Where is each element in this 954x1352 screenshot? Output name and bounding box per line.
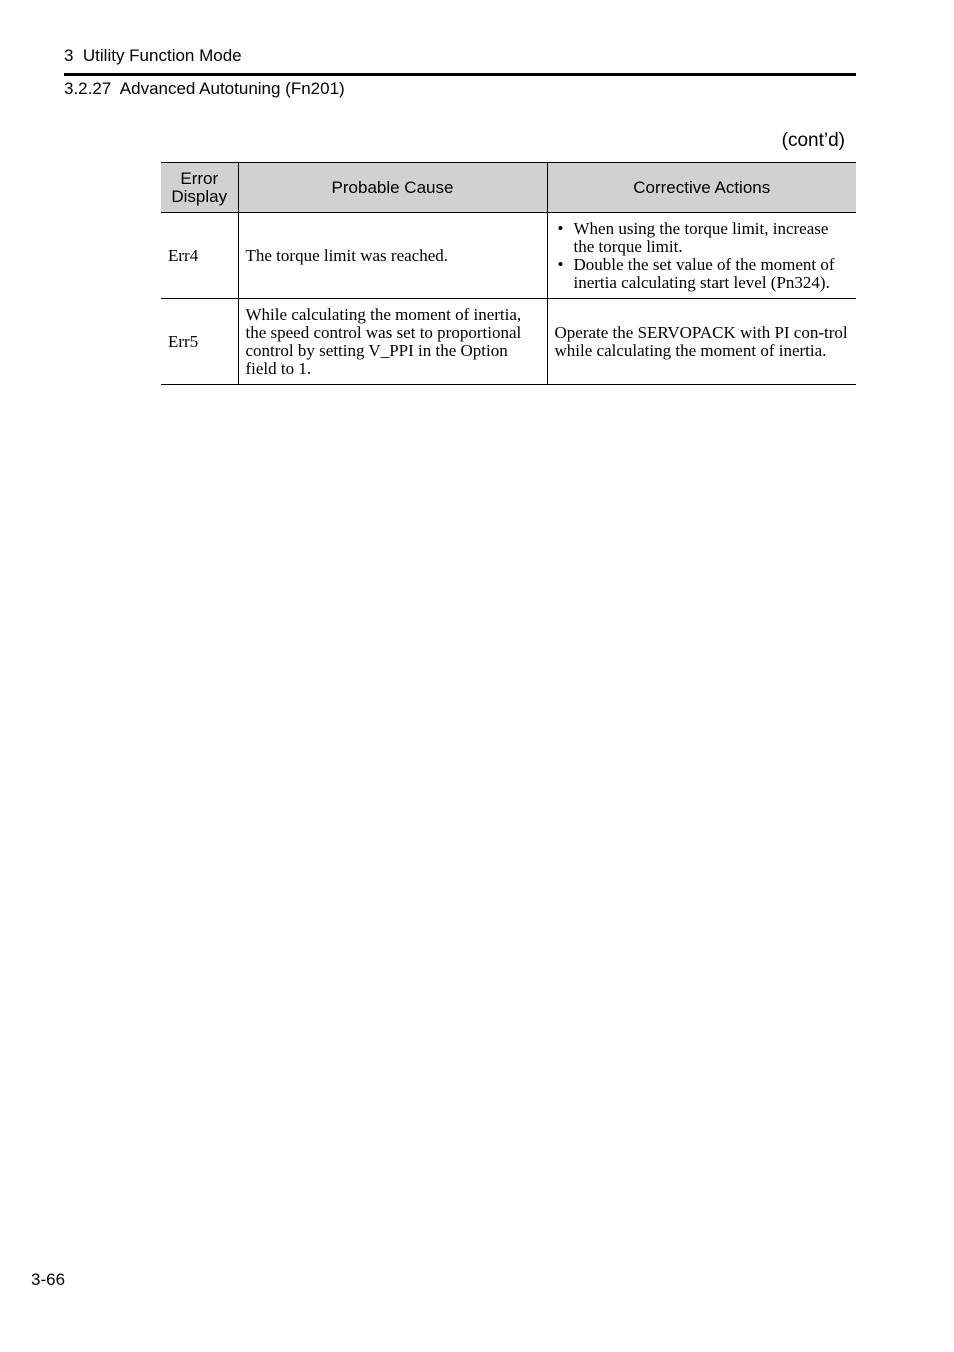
list-item: • When using the torque limit, increase the torque limit. (555, 220, 850, 256)
page-number: 3-66 (31, 1270, 66, 1289)
table-header-row (161, 163, 856, 213)
chapter-header: 3 Utility Function Mode (64, 46, 242, 65)
corrective-actions-list (555, 220, 850, 292)
column-header-error-display: Error Display (161, 163, 238, 213)
column-header-corrective-actions: Corrective Actions (547, 163, 856, 213)
probable-cause-cell: While calculating the moment of inertia, the speed control was set to proportional control by setting V_PPI in the Option field to 1. (238, 299, 547, 385)
probable-cause-cell: The torque limit was reached. (238, 213, 547, 299)
error-code-cell: Err4 (161, 213, 238, 299)
list-item: • Double the set value of the moment of inertia calculating start level (Pn324). (555, 256, 850, 292)
error-table (161, 162, 856, 385)
table-row (161, 213, 856, 299)
column-header-probable-cause: Probable Cause (238, 163, 547, 213)
header-rule (64, 73, 856, 76)
corrective-actions-cell (547, 213, 856, 299)
table-row (161, 299, 856, 385)
section-header: 3.2.27 Advanced Autotuning (Fn201) (64, 79, 345, 98)
corrective-actions-cell: Operate the SERVOPACK with PI con-trol while calculating the moment of inertia. (547, 299, 856, 385)
error-code-cell: Err5 (161, 299, 238, 385)
continued-label: (cont’d) (781, 130, 845, 151)
